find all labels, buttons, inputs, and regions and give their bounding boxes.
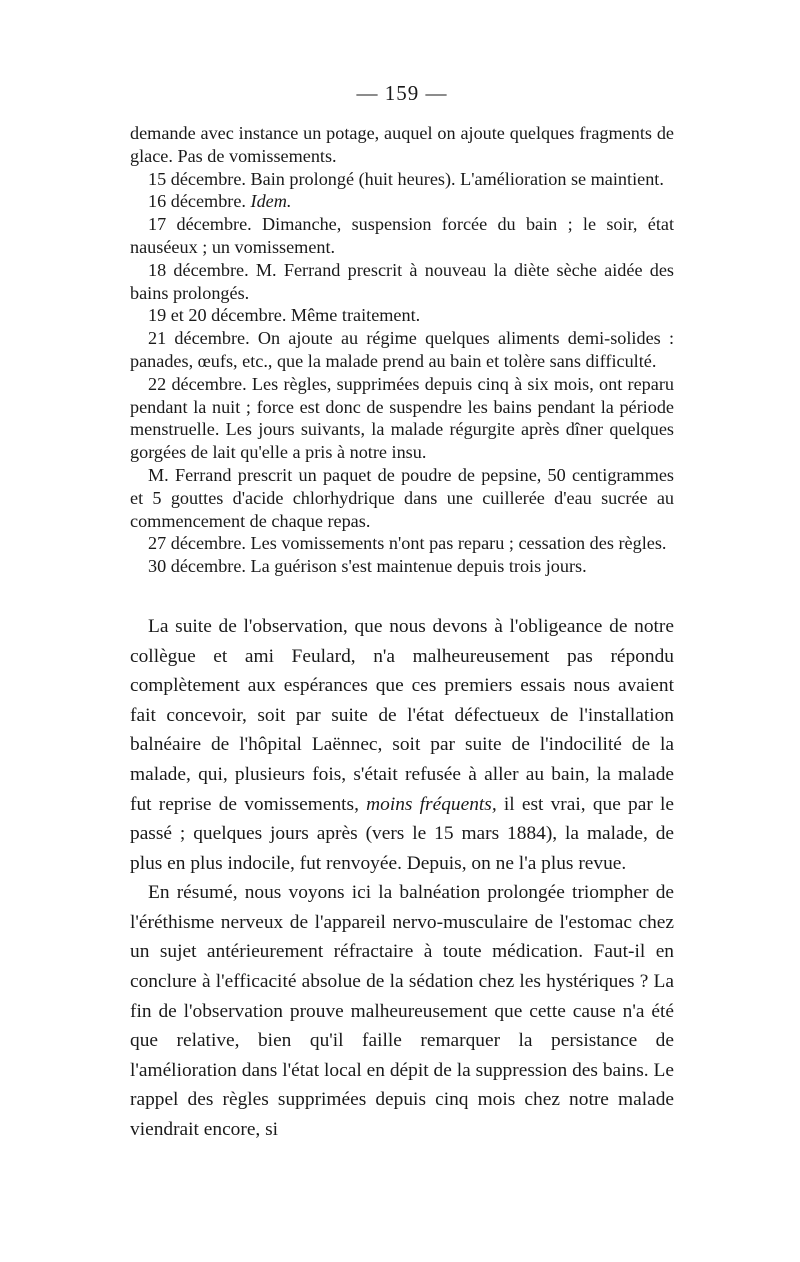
paragraph-text: La suite de l'observation, que nous devons à l'obligeance de notre collègue et ami Feulard, n'a malheureusement pas répondu complètement aux espérances que ces premiers essais nous avaient fait concevoir, soit par suite de l'état défectueux de l'installation balnéaire de l'hôpital Laënnec, soit par suite de l'indocilité de la malade, qui, plusieurs fois, s'était refusée à aller au bain, la malade fut reprise de vomissements, — [130, 615, 674, 815]
note-entry: 30 décembre. La guérison s'est maintenue depuis trois jours. — [148, 556, 587, 577]
main-text — [130, 612, 674, 1145]
note-entry: 15 décembre. Bain prolongé (huit heures). L'amélioration se maintient. — [148, 168, 664, 189]
note-entry: 21 décembre. On ajoute au régime quelques aliments demi-solides : panades, œufs, etc., que la malade prend au bain et tolère sans difficulté. — [130, 328, 674, 371]
paragraph — [130, 612, 674, 878]
page-number: — 159 — — [356, 81, 448, 105]
note-emphasis: Idem. — [250, 191, 292, 212]
note-entry: 18 décembre. M. Ferrand prescrit à nouveau la diète sèche aidée des bains prolongés. — [130, 259, 674, 303]
paragraph — [130, 878, 674, 1144]
note-date: 16 décembre. — [148, 191, 251, 212]
note-entry: 22 décembre. Les règles, supprimées depuis cinq à six mois, ont reparu pendant la nuit ; force est donc de suspendre les bains pendant la période menstruelle. Les jours suivants, la malade régurgite après dîner quelques gorgées de lait qu'elle a pris à notre insu. — [130, 373, 674, 463]
note-entry: 17 décembre. Dimanche, suspension forcée du bain ; le soir, état nauséeux ; un vomissement. — [130, 214, 674, 257]
note-entry — [130, 190, 674, 213]
note-entry: 27 décembre. Les vomissements n'ont pas reparu ; cessation des règles. — [148, 533, 667, 554]
paragraph-emphasis: moins fréquents, — [366, 793, 497, 815]
note-entry: M. Ferrand prescrit un paquet de poudre de pepsine, 50 centigrammes et 5 gouttes d'acide chlorhydrique dans une cuillerée d'eau sucrée au commencement de chaque repas. — [130, 464, 674, 531]
book-page — [130, 80, 674, 1145]
case-notes — [130, 122, 674, 578]
note-entry: demande avec instance un potage, auquel on ajoute quelques fragments de glace. Pas de vomissements. — [130, 123, 674, 166]
paragraph-text: En résumé, nous voyons ici la balnéation prolongée triompher de l'éréthisme nerveux de l'appareil nervo-musculaire de l'estomac chez un sujet antérieurement réfractaire à toute médication. Faut-il en conclure à l'efficacité absolue de la sédation chez les hystériques ? La fin de l'observation prouve malheureusement que cette cause n'a été que relative, bien qu'il faille remarquer la persistance de l'amélioration dans l'état local en dépit de la suppression des bains. Le rappel des règles supprimées depuis cinq mois chez notre malade viendrait encore, si — [130, 882, 674, 1141]
paragraph-text: il est vrai, que par le passé ; quelques jours après (vers le 15 mars 1884), la malade, de plus en plus indocile, fut renvoyée. Depuis, on ne l'a plus revue. — [130, 793, 674, 874]
note-entry: 19 et 20 décembre. Même traitement. — [148, 305, 421, 326]
